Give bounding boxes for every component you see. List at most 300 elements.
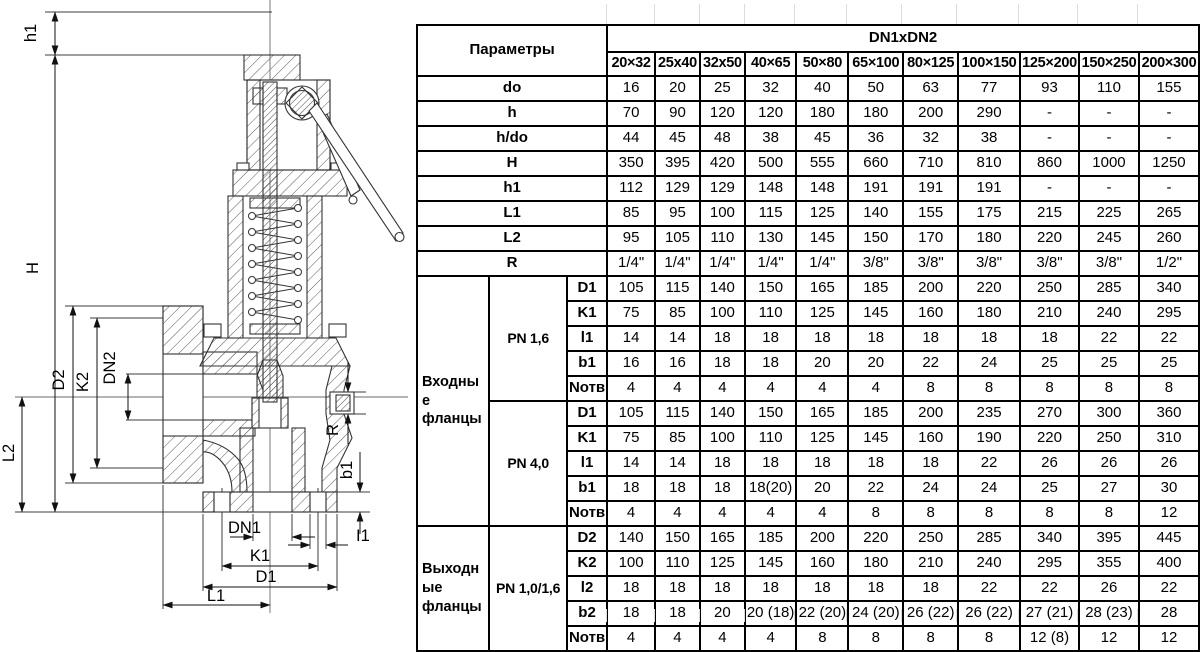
value-cell: 45 — [796, 126, 848, 151]
spreadsheet-gridline-tick — [901, 609, 902, 622]
value-cell: 12 — [1079, 626, 1139, 651]
value-cell: 3/8" — [903, 251, 958, 276]
value-cell: 20 — [796, 476, 848, 501]
value-cell: 26 (22) — [958, 601, 1020, 626]
value-cell: 18 — [848, 326, 903, 351]
size-col-header: 50×80 — [796, 52, 848, 76]
value-cell: 18 — [607, 476, 655, 501]
row-label: D2 — [567, 526, 607, 551]
value-cell: 340 — [1020, 526, 1079, 551]
value-cell: 3/8" — [848, 251, 903, 276]
value-cell: 285 — [1079, 276, 1139, 301]
value-cell: 18 — [958, 326, 1020, 351]
valve-stem — [263, 82, 277, 402]
value-cell: 150 — [745, 401, 797, 426]
spreadsheet-gridline-tick — [794, 4, 795, 24]
value-cell: 18 — [607, 576, 655, 601]
row-label: K1 — [567, 426, 607, 451]
spreadsheet-gridline-tick — [654, 4, 655, 24]
value-cell: 18 — [655, 476, 700, 501]
value-cell: 125 — [796, 301, 848, 326]
value-cell: 350 — [607, 151, 655, 176]
value-cell: 14 — [655, 451, 700, 476]
value-cell: 180 — [958, 301, 1020, 326]
value-cell: 32 — [745, 76, 797, 101]
dim-label-h1: h1 — [22, 23, 40, 43]
spreadsheet-gridline-tick — [956, 609, 957, 622]
value-cell: 420 — [700, 151, 745, 176]
row-label: Nотв — [567, 626, 607, 651]
value-cell: 14 — [655, 326, 700, 351]
value-cell: 8 — [903, 626, 958, 651]
dim-label-b1: b1 — [338, 460, 356, 480]
size-col-header: 150×250 — [1079, 52, 1139, 76]
value-cell: 18 — [848, 576, 903, 601]
value-cell: 150 — [745, 276, 797, 301]
value-cell: 148 — [796, 176, 848, 201]
value-cell: 175 — [958, 201, 1020, 226]
row-label: L1 — [417, 201, 607, 226]
value-cell: 30 — [1139, 476, 1199, 501]
value-cell: 22 — [1079, 326, 1139, 351]
dim-label-DN2: DN2 — [101, 351, 119, 385]
value-cell: 20 (18) — [745, 601, 797, 626]
row-label: K2 — [567, 551, 607, 576]
value-cell: 18 — [796, 451, 848, 476]
value-cell: 18 — [796, 326, 848, 351]
value-cell: 190 — [958, 426, 1020, 451]
value-cell: 4 — [607, 376, 655, 401]
row-label: h — [417, 101, 607, 126]
spreadsheet-gridline-tick — [901, 4, 902, 24]
value-cell: 22 (20) — [796, 601, 848, 626]
value-cell: 18 — [700, 326, 745, 351]
dim-label-l1: I1 — [356, 527, 370, 545]
value-cell: 18 — [745, 351, 797, 376]
value-cell: 155 — [1139, 76, 1199, 101]
value-cell: 285 — [958, 526, 1020, 551]
value-cell: 4 — [700, 626, 745, 651]
row-label: H — [417, 151, 607, 176]
value-cell: 115 — [655, 276, 700, 301]
value-cell: 95 — [655, 201, 700, 226]
value-cell: 8 — [958, 376, 1020, 401]
value-cell: 93 — [1020, 76, 1079, 101]
value-cell: 191 — [848, 176, 903, 201]
value-cell: 24 — [958, 476, 1020, 501]
value-cell: 1/4" — [700, 251, 745, 276]
value-cell: 1/4" — [796, 251, 848, 276]
value-cell: 1/4" — [745, 251, 797, 276]
value-cell: 145 — [745, 551, 797, 576]
value-cell: 18 — [700, 576, 745, 601]
value-cell: 3/8" — [1079, 251, 1139, 276]
value-cell: - — [1079, 101, 1139, 126]
row-label: L2 — [417, 226, 607, 251]
section-label: Выходные фланцы — [417, 526, 489, 651]
value-cell: 22 — [903, 351, 958, 376]
value-cell: 90 — [655, 101, 700, 126]
value-cell: 125 — [796, 426, 848, 451]
value-cell: 4 — [700, 376, 745, 401]
value-cell: 8 — [1079, 376, 1139, 401]
value-cell: 191 — [958, 176, 1020, 201]
value-cell: 185 — [848, 276, 903, 301]
spreadsheet-gridline-tick — [1077, 4, 1078, 24]
value-cell: 4 — [745, 376, 797, 401]
value-cell: 18 — [700, 451, 745, 476]
size-col-header: 65×100 — [848, 52, 903, 76]
size-col-header: 80×125 — [903, 52, 958, 76]
value-cell: 25 — [1020, 351, 1079, 376]
value-cell: - — [1020, 126, 1079, 151]
value-cell: 8 — [1079, 501, 1139, 526]
value-cell: 18 — [848, 451, 903, 476]
size-col-header: 32x50 — [700, 52, 745, 76]
value-cell: 18(20) — [745, 476, 797, 501]
spreadsheet-gridline-tick — [846, 4, 847, 24]
value-cell: 85 — [655, 426, 700, 451]
value-cell: 300 — [1079, 401, 1139, 426]
value-cell: 220 — [1020, 426, 1079, 451]
value-cell: - — [1020, 101, 1079, 126]
spreadsheet-gridline-tick — [846, 609, 847, 622]
value-cell: 3/8" — [1020, 251, 1079, 276]
value-cell: 140 — [700, 401, 745, 426]
value-cell: 40 — [796, 76, 848, 101]
dim-label-L1: L1 — [206, 587, 226, 605]
dim-label-R: R — [324, 424, 342, 436]
value-cell: 240 — [958, 551, 1020, 576]
value-cell: 8 — [903, 376, 958, 401]
value-cell: 18 — [903, 451, 958, 476]
value-cell: 50 — [848, 76, 903, 101]
value-cell: 290 — [958, 101, 1020, 126]
value-cell: - — [1139, 101, 1199, 126]
value-cell: 100 — [700, 201, 745, 226]
spreadsheet-gridline-tick — [1137, 4, 1138, 24]
value-cell: 22 — [1020, 576, 1079, 601]
spreadsheet-gridline-tick — [744, 4, 745, 24]
value-cell: 125 — [700, 551, 745, 576]
value-cell: 112 — [607, 176, 655, 201]
value-cell: 36 — [848, 126, 903, 151]
pn-label: PN 1,0/1,6 — [489, 526, 567, 651]
value-cell: 4 — [745, 501, 797, 526]
value-cell: 26 (22) — [903, 601, 958, 626]
value-cell: 44 — [607, 126, 655, 151]
value-cell: 4 — [700, 501, 745, 526]
value-cell: 245 — [1079, 226, 1139, 251]
value-cell: 4 — [655, 376, 700, 401]
pn-label: PN 4,0 — [489, 401, 567, 526]
row-label: b1 — [567, 351, 607, 376]
value-cell: 48 — [700, 126, 745, 151]
value-cell: 18 — [745, 576, 797, 601]
spreadsheet-gridline-tick — [699, 4, 700, 24]
value-cell: 265 — [1139, 201, 1199, 226]
value-cell: 500 — [745, 151, 797, 176]
dimensions-table — [416, 24, 1200, 652]
spreadsheet-gridline-tick — [744, 609, 745, 622]
row-label: do — [417, 76, 607, 101]
value-cell: 130 — [745, 226, 797, 251]
value-cell: 20 — [796, 351, 848, 376]
size-col-header: 200×300 — [1139, 52, 1199, 76]
spreadsheet-gridline-tick — [1018, 609, 1019, 622]
value-cell: 20 — [700, 601, 745, 626]
value-cell: 100 — [607, 551, 655, 576]
pn-label: PN 1,6 — [489, 276, 567, 401]
value-cell: 310 — [1139, 426, 1199, 451]
spreadsheet-gridline-tick — [1077, 609, 1078, 622]
value-cell: 70 — [607, 101, 655, 126]
value-cell: 8 — [903, 501, 958, 526]
value-cell: 18 — [655, 576, 700, 601]
valve-drawing — [0, 0, 415, 624]
value-cell: 4 — [745, 626, 797, 651]
value-cell: 180 — [796, 101, 848, 126]
value-cell: 16 — [607, 76, 655, 101]
value-cell: 140 — [848, 201, 903, 226]
value-cell: 27 (21) — [1020, 601, 1079, 626]
valve-body — [163, 306, 354, 512]
value-cell: 85 — [607, 201, 655, 226]
value-cell: 8 — [1139, 376, 1199, 401]
value-cell: 100 — [700, 301, 745, 326]
corner-header: Параметры — [417, 25, 607, 76]
value-cell: 140 — [607, 526, 655, 551]
size-col-header: 125×200 — [1020, 52, 1079, 76]
dim-label-D1: D1 — [255, 568, 277, 586]
value-cell: 8 — [958, 501, 1020, 526]
value-cell: 18 — [745, 326, 797, 351]
dim-label-K2: K2 — [74, 371, 92, 393]
value-cell: 32 — [903, 126, 958, 151]
spreadsheet-gridline-tick — [1137, 609, 1138, 622]
dim-label-L2: L2 — [0, 443, 18, 463]
value-cell: 12 (8) — [1020, 626, 1079, 651]
value-cell: 160 — [796, 551, 848, 576]
spreadsheet-gridline-tick — [654, 609, 655, 622]
spreadsheet-gridline-tick — [794, 609, 795, 622]
value-cell: 555 — [796, 151, 848, 176]
value-cell: 129 — [700, 176, 745, 201]
value-cell: 155 — [903, 201, 958, 226]
value-cell: 250 — [1020, 276, 1079, 301]
value-cell: 4 — [655, 626, 700, 651]
value-cell: 215 — [1020, 201, 1079, 226]
value-cell: 18 — [655, 601, 700, 626]
row-label: Nотв — [567, 376, 607, 401]
value-cell: 165 — [700, 526, 745, 551]
value-cell: 22 — [1139, 576, 1199, 601]
value-cell: 355 — [1079, 551, 1139, 576]
row-label: l2 — [567, 576, 607, 601]
value-cell: 18 — [796, 576, 848, 601]
value-cell: 180 — [958, 226, 1020, 251]
value-cell: 105 — [655, 226, 700, 251]
value-cell: 1250 — [1139, 151, 1199, 176]
size-col-header: 25x40 — [655, 52, 700, 76]
spreadsheet-gridline-tick — [606, 4, 607, 24]
value-cell: 110 — [745, 426, 797, 451]
value-cell: 26 — [1020, 451, 1079, 476]
value-cell: 860 — [1020, 151, 1079, 176]
value-cell: 110 — [700, 226, 745, 251]
value-cell: 18 — [745, 451, 797, 476]
value-cell: 400 — [1139, 551, 1199, 576]
table-container — [416, 24, 1200, 652]
value-cell: 38 — [745, 126, 797, 151]
value-cell: 12 — [1139, 501, 1199, 526]
value-cell: 120 — [700, 101, 745, 126]
value-cell: 4 — [796, 501, 848, 526]
value-cell: 180 — [848, 551, 903, 576]
value-cell: - — [1079, 126, 1139, 151]
value-cell: 200 — [903, 401, 958, 426]
value-cell: 145 — [796, 226, 848, 251]
value-cell: 4 — [655, 501, 700, 526]
value-cell: 1/2" — [1139, 251, 1199, 276]
value-cell: 185 — [848, 401, 903, 426]
value-cell: 25 — [1020, 476, 1079, 501]
value-cell: 26 — [1079, 451, 1139, 476]
value-cell: 129 — [655, 176, 700, 201]
value-cell: 1/4" — [607, 251, 655, 276]
value-cell: 165 — [796, 276, 848, 301]
value-cell: 4 — [607, 501, 655, 526]
row-label: h1 — [417, 176, 607, 201]
dim-label-D2: D2 — [50, 369, 68, 391]
size-col-header: 20×32 — [607, 52, 655, 76]
value-cell: 26 — [1139, 451, 1199, 476]
row-label: b1 — [567, 476, 607, 501]
dim-label-DN1: DN1 — [228, 519, 262, 537]
value-cell: 12 — [1139, 626, 1199, 651]
value-cell: 24 — [903, 476, 958, 501]
value-cell: 295 — [1139, 301, 1199, 326]
dimensions-table-body — [417, 25, 1199, 651]
value-cell: 14 — [607, 326, 655, 351]
value-cell: 38 — [958, 126, 1020, 151]
value-cell: 150 — [848, 226, 903, 251]
size-col-header: 100×150 — [958, 52, 1020, 76]
value-cell: 240 — [1079, 301, 1139, 326]
value-cell: 200 — [903, 276, 958, 301]
value-cell: - — [1079, 176, 1139, 201]
value-cell: 18 — [903, 326, 958, 351]
row-label: l1 — [567, 451, 607, 476]
row-label: Nотв — [567, 501, 607, 526]
value-cell: 395 — [1079, 526, 1139, 551]
value-cell: 26 — [1079, 576, 1139, 601]
value-cell: 24 (20) — [848, 601, 903, 626]
value-cell: 185 — [745, 526, 797, 551]
value-cell: 260 — [1139, 226, 1199, 251]
value-cell: 110 — [1079, 76, 1139, 101]
value-cell: 18 — [700, 476, 745, 501]
value-cell: 660 — [848, 151, 903, 176]
value-cell: 75 — [607, 301, 655, 326]
value-cell: 45 — [655, 126, 700, 151]
row-label: b2 — [567, 601, 607, 626]
value-cell: 220 — [1020, 226, 1079, 251]
value-cell: 340 — [1139, 276, 1199, 301]
spreadsheet-gridline-tick — [1018, 4, 1019, 24]
value-cell: 125 — [796, 201, 848, 226]
value-cell: 25 — [1079, 351, 1139, 376]
value-cell: 191 — [903, 176, 958, 201]
value-cell: 210 — [903, 551, 958, 576]
value-cell: 210 — [1020, 301, 1079, 326]
value-cell: 220 — [958, 276, 1020, 301]
value-cell: 1000 — [1079, 151, 1139, 176]
spreadsheet-gridline-tick — [956, 4, 957, 24]
value-cell: 4 — [796, 376, 848, 401]
value-cell: 22 — [958, 576, 1020, 601]
row-label: D1 — [567, 401, 607, 426]
value-cell: 120 — [745, 101, 797, 126]
value-cell: 165 — [796, 401, 848, 426]
row-label: K1 — [567, 301, 607, 326]
value-cell: 250 — [903, 526, 958, 551]
value-cell: 395 — [655, 151, 700, 176]
value-cell: 225 — [1079, 201, 1139, 226]
value-cell: 8 — [958, 626, 1020, 651]
value-cell: 445 — [1139, 526, 1199, 551]
value-cell: 28 (23) — [1079, 601, 1139, 626]
value-cell: 18 — [903, 576, 958, 601]
value-cell: 20 — [655, 76, 700, 101]
value-cell: 710 — [903, 151, 958, 176]
dim-label-H: H — [24, 262, 42, 274]
value-cell: 105 — [607, 401, 655, 426]
value-cell: 110 — [745, 301, 797, 326]
row-label: h/do — [417, 126, 607, 151]
value-cell: 8 — [848, 501, 903, 526]
value-cell: 105 — [607, 276, 655, 301]
value-cell: - — [1139, 126, 1199, 151]
value-cell: 22 — [958, 451, 1020, 476]
value-cell: 4 — [607, 626, 655, 651]
value-cell: 115 — [745, 201, 797, 226]
value-cell: 200 — [796, 526, 848, 551]
value-cell: 170 — [903, 226, 958, 251]
value-cell: 810 — [958, 151, 1020, 176]
value-cell: 20 — [848, 351, 903, 376]
value-cell: 27 — [1079, 476, 1139, 501]
row-label: l1 — [567, 326, 607, 351]
value-cell: 25 — [1139, 351, 1199, 376]
value-cell: 14 — [607, 451, 655, 476]
value-cell: 140 — [700, 276, 745, 301]
value-cell: 63 — [903, 76, 958, 101]
value-cell: 18 — [607, 601, 655, 626]
value-cell: 250 — [1079, 426, 1139, 451]
row-label: R — [417, 251, 607, 276]
value-cell: 160 — [903, 301, 958, 326]
value-cell: 24 — [958, 351, 1020, 376]
value-cell: 200 — [903, 101, 958, 126]
value-cell: 1/4" — [655, 251, 700, 276]
value-cell: 4 — [848, 376, 903, 401]
value-cell: 145 — [848, 301, 903, 326]
value-cell: 25 — [700, 76, 745, 101]
dim-label-K1: K1 — [249, 547, 271, 565]
value-cell: 235 — [958, 401, 1020, 426]
value-cell: 180 — [848, 101, 903, 126]
